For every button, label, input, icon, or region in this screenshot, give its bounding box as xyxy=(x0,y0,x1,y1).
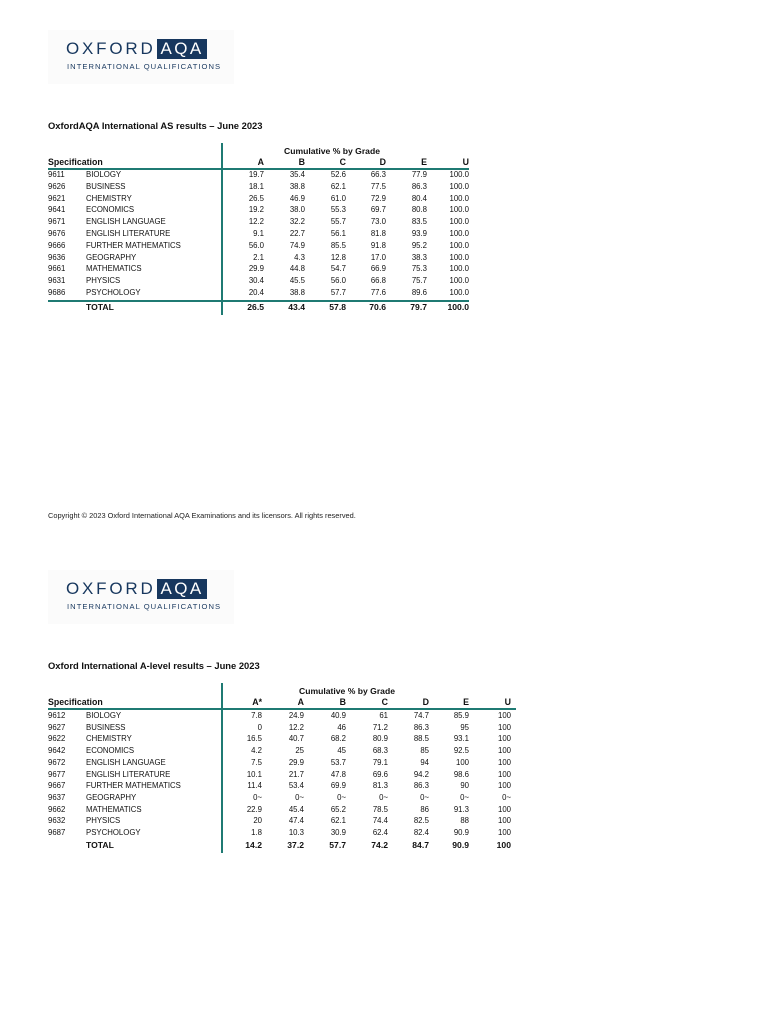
table-row xyxy=(48,217,488,229)
total-label: TOTAL xyxy=(86,302,114,312)
grade-value-a: 26.5 xyxy=(248,193,264,203)
grade-value-d: 84.7 xyxy=(412,840,429,850)
subject-name: PSYCHOLOGY xyxy=(86,288,141,297)
grade-value-d: 94.2 xyxy=(413,769,429,779)
grade-value-a: 12.2 xyxy=(248,217,264,227)
grade-value-u: 100 xyxy=(497,711,511,720)
grade-value-c: 62.4 xyxy=(372,828,388,837)
grade-value-e: 90 xyxy=(460,781,469,791)
grade-value-e: 83.5 xyxy=(411,217,427,227)
grade-value-d: 66.8 xyxy=(370,276,386,286)
grade-value-c: 78.5 xyxy=(372,804,388,814)
grade-value-astar: 10.1 xyxy=(246,769,262,779)
logo-tagline: INTERNATIONAL QUALIFICATIONS xyxy=(67,62,222,71)
grade-value-c: 56.0 xyxy=(330,276,346,286)
grade-value-b: 43.4 xyxy=(288,302,305,312)
spec-code: 9612 xyxy=(48,711,66,720)
grade-value-c: 68.3 xyxy=(372,746,388,756)
grade-value-b: 35.4 xyxy=(289,170,305,179)
grade-value-a: 20.4 xyxy=(248,288,264,297)
subject-name: MATHEMATICS xyxy=(86,264,142,274)
grade-header-c: C xyxy=(339,157,346,167)
copyright-notice: Copyright © 2023 Oxford International AQA Examinations and its licensors. All rights reserved. xyxy=(48,511,356,520)
grade-value-e: 93.1 xyxy=(453,734,469,744)
subject-name: BIOLOGY xyxy=(86,711,122,720)
table-row xyxy=(48,805,518,817)
grade-value-b: 22.7 xyxy=(289,229,305,238)
grade-value-a: 56.0 xyxy=(248,240,264,250)
grade-value-e: 92.5 xyxy=(453,746,469,756)
grade-value-b: 46 xyxy=(337,722,346,732)
subject-name: ECONOMICS xyxy=(86,205,135,215)
logo-word-aqa: AQA xyxy=(157,579,207,599)
grade-value-c: 81.3 xyxy=(372,781,388,791)
grade-value-astar: 16.5 xyxy=(246,734,262,744)
grade-value-astar: 11.4 xyxy=(247,781,262,791)
specification-header: Specification xyxy=(48,157,103,167)
grade-value-u: 100.0 xyxy=(449,170,469,179)
grade-value-e: 91.3 xyxy=(453,804,469,814)
grade-value-a: 18.1 xyxy=(248,181,264,191)
grade-header-d: D xyxy=(422,697,429,707)
grade-value-b: 57.7 xyxy=(329,840,346,850)
grade-value-b: 53.7 xyxy=(330,757,346,767)
al-table-title: Oxford International A-level results – June 2023 xyxy=(48,660,260,671)
grade-value-c: 57.8 xyxy=(329,302,346,312)
subject-name: FURTHER MATHEMATICS xyxy=(86,240,181,250)
subject-name: ENGLISH LANGUAGE xyxy=(86,757,166,767)
grade-value-d: 17.0 xyxy=(370,252,386,262)
grade-value-u: 100.0 xyxy=(449,264,469,274)
table-row xyxy=(48,182,488,194)
grade-value-d: 82.4 xyxy=(413,828,429,837)
grade-value-e: 100 xyxy=(455,757,469,767)
subject-name: PHYSICS xyxy=(86,276,121,286)
grade-header-e: E xyxy=(463,697,469,707)
cumulative-grade-header: Cumulative % by Grade xyxy=(299,686,395,696)
grade-value-c: 62.1 xyxy=(330,181,346,191)
grade-value-e: 75.7 xyxy=(411,276,427,286)
header-rule xyxy=(48,708,516,710)
grade-value-c: 74.4 xyxy=(372,816,388,826)
grade-value-e: 98.6 xyxy=(453,769,469,779)
grade-value-b: 32.2 xyxy=(289,217,305,227)
grade-value-b: 62.1 xyxy=(330,816,346,826)
logo-wordmark xyxy=(66,578,207,600)
grade-value-e: 80.4 xyxy=(411,193,427,203)
grade-header-u: U xyxy=(462,157,469,167)
grade-header-b: B xyxy=(298,157,305,167)
spec-code: 9667 xyxy=(48,781,66,791)
table-row xyxy=(48,276,488,288)
logo-word-oxford: OXFORD xyxy=(66,579,156,598)
grade-value-a: 0~ xyxy=(295,792,304,802)
grade-value-e: 90.9 xyxy=(452,840,469,850)
grade-value-d: 66.3 xyxy=(370,170,386,179)
grade-value-u: 100 xyxy=(497,781,511,791)
grade-header-a: A xyxy=(257,157,264,167)
grade-value-a: 9.1 xyxy=(253,229,264,238)
grade-value-e: 93.9 xyxy=(411,229,427,238)
specification-header: Specification xyxy=(48,697,103,707)
table-row xyxy=(48,770,518,782)
grade-value-a: 29.9 xyxy=(288,757,304,767)
grade-value-b: 69.9 xyxy=(330,781,346,791)
table-row xyxy=(48,229,488,241)
grade-header-d: D xyxy=(379,157,386,167)
grade-value-astar: 20 xyxy=(253,816,262,826)
grade-value-c: 0~ xyxy=(379,792,388,802)
spec-code: 9677 xyxy=(48,769,66,779)
oxford-aqa-logo xyxy=(48,570,234,624)
table-row xyxy=(48,253,488,265)
table-row xyxy=(48,264,488,276)
subject-name: GEOGRAPHY xyxy=(86,252,137,262)
grade-value-b: 46.9 xyxy=(289,193,305,203)
grade-value-d: 77.5 xyxy=(370,181,386,191)
subject-name: CHEMISTRY xyxy=(86,734,132,744)
table-row xyxy=(48,170,488,182)
grade-value-u: 100 xyxy=(497,757,511,767)
grade-value-b: 65.2 xyxy=(330,804,346,814)
grade-value-b: 38.8 xyxy=(289,288,305,297)
grade-value-u: 100.0 xyxy=(449,193,469,203)
grade-value-c: 69.6 xyxy=(372,769,388,779)
spec-code: 9621 xyxy=(48,193,66,203)
grade-value-a: 21.7 xyxy=(288,769,304,779)
grade-value-d: 88.5 xyxy=(413,734,429,744)
subject-name: ENGLISH LANGUAGE xyxy=(86,217,166,227)
subject-name: MATHEMATICS xyxy=(86,804,142,814)
table-row xyxy=(48,781,518,793)
table-row xyxy=(48,734,518,746)
grade-value-a: 53.4 xyxy=(288,781,304,791)
grade-header-c: C xyxy=(381,697,388,707)
grade-value-u: 100 xyxy=(497,828,511,837)
grade-value-u: 100 xyxy=(496,840,511,850)
grade-value-b: 74.9 xyxy=(289,240,305,250)
grade-value-u: 100.0 xyxy=(449,288,469,297)
grade-value-a: 30.4 xyxy=(248,276,264,286)
grade-value-astar: 1.8 xyxy=(251,828,262,837)
grade-value-u: 100 xyxy=(497,804,511,814)
grade-value-astar: 4.2 xyxy=(251,746,262,756)
grade-value-u: 100 xyxy=(497,746,511,756)
spec-code: 9611 xyxy=(48,170,65,179)
grade-value-u: 100 xyxy=(497,734,511,744)
grade-value-u: 100.0 xyxy=(449,217,469,227)
grade-value-b: 30.9 xyxy=(330,828,346,837)
grade-value-a: 24.9 xyxy=(288,711,304,720)
grade-value-d: 81.8 xyxy=(370,229,386,238)
grade-value-u: 100.0 xyxy=(447,302,469,312)
table-row xyxy=(48,758,518,770)
grade-value-b: 47.8 xyxy=(330,769,346,779)
grade-header-u: U xyxy=(504,697,511,707)
total-rule xyxy=(48,300,469,302)
grade-value-b: 45.5 xyxy=(289,276,305,286)
subject-name: FURTHER MATHEMATICS xyxy=(86,781,181,791)
grade-value-a: 47.4 xyxy=(288,816,304,826)
grade-value-u: 100.0 xyxy=(449,240,469,250)
grade-value-d: 0~ xyxy=(420,792,429,802)
grade-value-e: 80.8 xyxy=(411,205,427,215)
spec-code: 9636 xyxy=(48,252,66,262)
grade-value-u: 0~ xyxy=(502,792,511,802)
grade-value-d: 86.3 xyxy=(413,781,429,791)
grade-value-a: 10.3 xyxy=(288,828,304,837)
grade-header-astar: A* xyxy=(252,697,262,707)
grade-value-u: 100.0 xyxy=(449,205,469,215)
spec-code: 9642 xyxy=(48,746,66,756)
grade-value-e: 38.3 xyxy=(411,252,427,262)
grade-value-d: 86.3 xyxy=(413,722,429,732)
spec-code: 9671 xyxy=(48,217,66,227)
table-row xyxy=(48,746,518,758)
table-row xyxy=(48,205,488,217)
spec-code: 9632 xyxy=(48,816,66,826)
grade-value-c: 55.7 xyxy=(330,217,346,227)
spec-code: 9627 xyxy=(48,722,66,732)
grade-value-u: 100.0 xyxy=(449,181,469,191)
grade-value-c: 52.6 xyxy=(330,170,346,179)
grade-value-c: 80.9 xyxy=(372,734,388,744)
grade-value-a: 12.2 xyxy=(288,722,304,732)
table-row xyxy=(48,288,488,300)
alevel-results-table xyxy=(48,683,518,858)
grade-value-a: 40.7 xyxy=(288,734,304,744)
grade-value-e: 88 xyxy=(460,816,469,826)
logo-tagline: INTERNATIONAL QUALIFICATIONS xyxy=(67,602,222,611)
grade-header-e: E xyxy=(421,157,427,167)
subject-name: ENGLISH LITERATURE xyxy=(86,229,171,238)
grade-value-d: 66.9 xyxy=(370,264,386,274)
grade-value-a: 25 xyxy=(295,746,304,756)
grade-value-e: 77.9 xyxy=(411,170,427,179)
spec-code: 9672 xyxy=(48,757,66,767)
grade-value-astar: 22.9 xyxy=(246,804,262,814)
spec-code: 9676 xyxy=(48,229,66,238)
grade-value-astar: 0 xyxy=(257,722,262,732)
grade-value-d: 70.6 xyxy=(369,302,386,312)
grade-value-a: 19.2 xyxy=(248,205,264,215)
subject-name: CHEMISTRY xyxy=(86,193,132,203)
grade-value-c: 61.0 xyxy=(330,193,346,203)
logo-word-aqa: AQA xyxy=(157,39,207,59)
grade-value-a: 37.2 xyxy=(287,840,304,850)
grade-value-a: 26.5 xyxy=(247,302,264,312)
logo-wordmark xyxy=(66,38,207,60)
grade-value-a: 2.1 xyxy=(253,252,264,262)
grade-value-d: 69.7 xyxy=(370,205,386,215)
grade-value-u: 100.0 xyxy=(449,252,469,262)
subject-name: ECONOMICS xyxy=(86,746,135,756)
grade-value-d: 91.8 xyxy=(370,240,386,250)
grade-value-astar: 14.2 xyxy=(245,840,262,850)
spec-code: 9687 xyxy=(48,828,66,837)
subject-name: BIOLOGY xyxy=(86,170,122,179)
grade-value-b: 0~ xyxy=(337,792,346,802)
grade-value-e: 0~ xyxy=(460,792,469,802)
grade-value-e: 85.9 xyxy=(453,711,469,720)
grade-value-u: 100.0 xyxy=(449,276,469,286)
spec-code: 9686 xyxy=(48,288,66,297)
grade-value-u: 100 xyxy=(497,769,511,779)
table-row xyxy=(48,241,488,253)
grade-value-b: 68.2 xyxy=(330,734,346,744)
grade-value-c: 85.5 xyxy=(330,240,346,250)
grade-value-u: 100 xyxy=(497,722,511,732)
spec-code: 9641 xyxy=(48,205,66,215)
subject-name: PSYCHOLOGY xyxy=(86,828,141,837)
grade-value-e: 95.2 xyxy=(411,240,427,250)
total-row xyxy=(48,302,488,314)
grade-value-c: 12.8 xyxy=(330,252,346,262)
grade-value-a: 29.9 xyxy=(248,264,264,274)
grade-value-b: 38.8 xyxy=(289,181,305,191)
grade-value-e: 89.6 xyxy=(411,288,427,297)
grade-value-d: 94 xyxy=(420,757,429,767)
grade-value-astar: 0~ xyxy=(253,792,262,802)
grade-header-a: A xyxy=(297,697,304,707)
oxford-aqa-logo xyxy=(48,30,234,84)
grade-value-d: 86 xyxy=(420,804,429,814)
grade-value-c: 74.2 xyxy=(371,840,388,850)
grade-value-a: 19.7 xyxy=(248,170,264,179)
grade-value-astar: 7.5 xyxy=(251,757,262,767)
grade-header-b: B xyxy=(339,697,346,707)
grade-value-c: 79.1 xyxy=(372,757,388,767)
spec-code: 9662 xyxy=(48,804,66,814)
table-row xyxy=(48,816,518,828)
grade-value-d: 77.6 xyxy=(370,288,386,297)
subject-name: ENGLISH LITERATURE xyxy=(86,769,171,779)
grade-value-e: 86.3 xyxy=(411,181,427,191)
subject-name: BUSINESS xyxy=(86,722,126,732)
grade-value-c: 54.7 xyxy=(330,264,346,274)
grade-value-d: 82.5 xyxy=(413,816,429,826)
grade-value-astar: 7.8 xyxy=(251,711,262,720)
spec-code: 9637 xyxy=(48,792,66,802)
grade-value-b: 4.3 xyxy=(294,252,305,262)
grade-value-c: 57.7 xyxy=(330,288,346,297)
logo-word-oxford: OXFORD xyxy=(66,39,156,58)
grade-value-d: 74.7 xyxy=(413,711,429,720)
grade-value-c: 56.1 xyxy=(330,229,346,238)
grade-value-e: 79.7 xyxy=(410,302,427,312)
grade-value-c: 61 xyxy=(379,711,388,720)
grade-value-b: 45 xyxy=(337,746,346,756)
grade-value-e: 95 xyxy=(460,722,469,732)
grade-value-c: 55.3 xyxy=(330,205,346,215)
grade-value-e: 90.9 xyxy=(453,828,469,837)
grade-value-c: 71.2 xyxy=(372,722,388,732)
grade-value-d: 73.0 xyxy=(370,217,386,227)
table-row xyxy=(48,828,518,840)
spec-code: 9626 xyxy=(48,181,66,191)
grade-value-b: 38.0 xyxy=(289,205,305,215)
cumulative-grade-header: Cumulative % by Grade xyxy=(284,146,380,156)
as-results-table xyxy=(48,143,488,318)
grade-value-d: 85 xyxy=(420,746,429,756)
spec-code: 9661 xyxy=(48,264,66,274)
grade-value-d: 72.9 xyxy=(370,193,386,203)
table-row xyxy=(48,723,518,735)
table-row xyxy=(48,711,518,723)
spec-code: 9631 xyxy=(48,276,66,286)
subject-name: PHYSICS xyxy=(86,816,121,826)
grade-value-b: 44.8 xyxy=(289,264,305,274)
grade-value-b: 40.9 xyxy=(330,711,346,720)
spec-code: 9666 xyxy=(48,240,66,250)
total-label: TOTAL xyxy=(86,840,114,850)
grade-value-u: 100 xyxy=(497,816,511,826)
table-row xyxy=(48,793,518,805)
subject-name: GEOGRAPHY xyxy=(86,792,137,802)
as-table-title: OxfordAQA International AS results – June 2023 xyxy=(48,120,263,131)
spec-code: 9622 xyxy=(48,734,66,744)
subject-name: BUSINESS xyxy=(86,181,126,191)
grade-value-e: 75.3 xyxy=(411,264,427,274)
table-row xyxy=(48,194,488,206)
grade-value-u: 100.0 xyxy=(449,229,469,238)
grade-value-a: 45.4 xyxy=(288,804,304,814)
total-row xyxy=(48,840,518,852)
